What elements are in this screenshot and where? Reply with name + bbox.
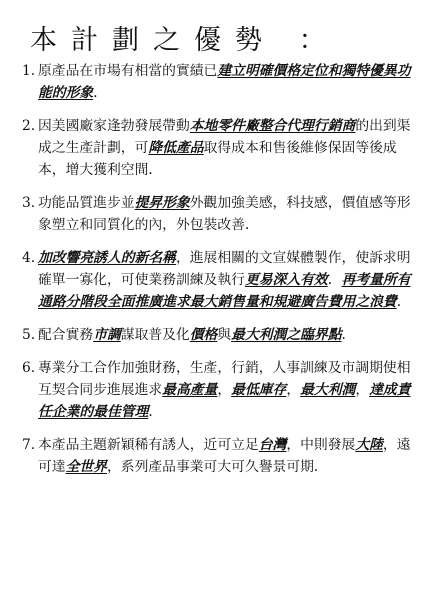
body-text: ． <box>341 327 356 343</box>
emphasized-text: 達成責任企業的最佳管理 <box>38 382 411 420</box>
list-item <box>22 115 424 181</box>
page-title: 本計劃之優勢 ： <box>30 25 340 56</box>
body-text: 謀取普及化 <box>120 327 190 343</box>
emphasized-text: 更易深入有效 <box>244 272 328 288</box>
body-text: 本產品主題新穎稀有誘人，近可立足 <box>38 437 259 453</box>
emphasized-text: 再考量所有通路分階段全面推廣進求最大銷售量和規避廣告費用之浪費 <box>38 272 411 310</box>
body-text: ． <box>148 404 163 420</box>
body-text: 原產品在市場有相當的實績已 <box>38 63 218 79</box>
body-text: ， <box>355 382 370 398</box>
emphasized-text: 全世界 <box>65 459 107 475</box>
body-text: ． <box>93 85 107 101</box>
emphasized-text: 最低庫存 <box>231 382 287 398</box>
body-text: 的出到渠成之生產計劃，可 <box>38 118 411 156</box>
body-text: ． <box>396 294 411 310</box>
body-text: ， <box>217 382 232 398</box>
list-item <box>22 434 424 478</box>
item-number: 3. <box>22 195 36 211</box>
emphasized-text: 台灣 <box>258 437 287 453</box>
body-text: 因美國廠家逢勃發展帶動 <box>38 118 190 134</box>
list-item <box>22 357 424 423</box>
body-text: 配合實務 <box>38 327 94 343</box>
body-text: 外觀加強美感，科技感，價值感等形象塑立和同質化的內，外包裝改善． <box>38 195 411 233</box>
emphasized-text: 大陸 <box>355 437 383 453</box>
emphasized-text: 最大利潤 <box>300 382 356 398</box>
body-text: ， <box>286 382 301 398</box>
emphasized-text: 最高產量 <box>162 382 218 398</box>
body-text: ，進展相關的文宣媒體製作，使訴求明確單一寡化，可使業務訓練及執行 <box>38 250 411 288</box>
body-text: 取得成本和售後維修保固等後成本，增大獲利空間． <box>38 140 397 178</box>
emphasized-text: 提昇形象 <box>134 195 190 211</box>
item-number: 5. <box>22 327 36 343</box>
emphasized-text: 加改響亮誘人的新名稱 <box>38 250 176 266</box>
advantages-list <box>22 60 424 489</box>
emphasized-text: 最大利潤之臨界點 <box>231 327 342 343</box>
body-text: 與 <box>217 327 232 343</box>
emphasized-text: 本地零件廠整合代理行銷商 <box>189 118 356 134</box>
body-text: 功能品質進步並 <box>38 195 135 211</box>
list-item <box>22 247 424 313</box>
list-item <box>22 192 424 236</box>
emphasized-text: 建立明確價格定位和獨特優異功能的形象 <box>38 63 411 101</box>
emphasized-text: 價格 <box>189 327 218 343</box>
list-item <box>22 60 424 104</box>
emphasized-text: 市調 <box>93 327 121 343</box>
body-text: ，遠可達 <box>38 437 411 475</box>
item-number: 2. <box>22 118 36 134</box>
body-text: ，中則發展 <box>286 437 356 453</box>
item-number: 4. <box>22 250 36 266</box>
item-number: 6. <box>22 360 36 376</box>
body-text: 專業分工合作加強財務，生產，行銷，人事訓練及市調期使相互契合同步進展進求 <box>38 360 411 398</box>
item-number: 1. <box>22 63 36 79</box>
emphasized-text: 降低產品 <box>148 140 204 156</box>
body-text: ． <box>327 272 342 288</box>
body-text: ，系列產品事業可大可久譽景可期． <box>106 459 328 475</box>
item-number: 7. <box>22 437 36 453</box>
list-item <box>22 324 424 346</box>
